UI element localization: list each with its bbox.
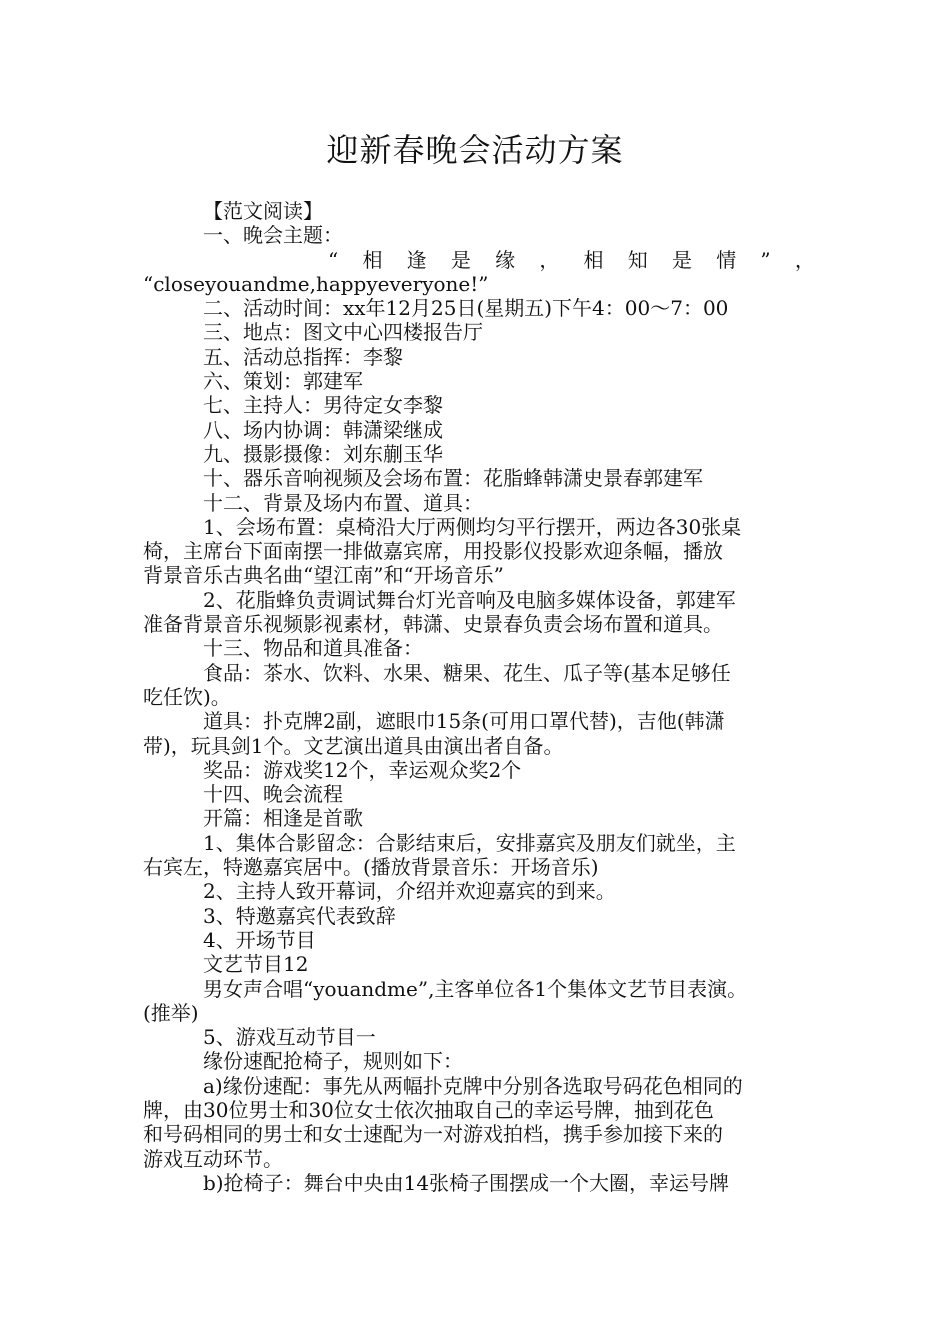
theme-line (143, 248, 823, 272)
theme-char: 知 (627, 247, 648, 272)
theme-char: 相 (362, 247, 383, 272)
text-line: 七、主持人：男待定女李黎 (203, 393, 443, 418)
text-line: 3、特邀嘉宾代表致辞 (203, 903, 396, 928)
theme-char: “ (328, 247, 339, 272)
text-line: 背景音乐古典名曲“望江南”和“开场音乐” (143, 563, 504, 588)
text-line: 右宾左，特邀嘉宾居中。(播放背景音乐：开场音乐) (143, 855, 599, 880)
text-line: 一、晚会主题： (203, 223, 343, 248)
text-line: 九、摄影摄像：刘东蒯玉华 (203, 441, 443, 466)
text-line: “closeyouandme,happyeveryone!” (143, 271, 489, 296)
text-line: 八、场内协调：韩潇梁继成 (203, 417, 443, 442)
theme-char: 情 (716, 247, 737, 272)
text-line: 开篇：相逢是首歌 (203, 806, 363, 831)
theme-char: ， (794, 247, 815, 272)
theme-char: 缘 (495, 247, 516, 272)
document-body (143, 199, 823, 1195)
text-line: 道具：扑克牌2副，遮眼巾15条(可用口罩代替)，吉他(韩潇 (203, 709, 725, 734)
document-title: 迎新春晚会活动方案 (326, 131, 624, 169)
text-line: 十二、背景及场内布置、道具： (203, 490, 483, 515)
text-line: (推举) (143, 1000, 199, 1025)
text-line: 1、会场布置：桌椅沿大厅两侧均匀平行摆开，两边各30张桌 (203, 514, 742, 539)
text-line: b)抢椅子：舞台中央由14张椅子围摆成一个大圈，幸运号牌 (203, 1170, 730, 1195)
text-line: 牌，由30位男士和30位女士依次抽取自己的幸运号牌，抽到花色 (143, 1097, 714, 1122)
text-line: 十三、物品和道具准备： (203, 636, 423, 661)
text-line: 2、主持人致开幕词，介绍并欢迎嘉宾的到来。 (203, 879, 616, 904)
text-line: 游戏互动环节。 (143, 1146, 283, 1171)
text-line: 椅，主席台下面南摆一排做嘉宾席，用投影仪投影欢迎条幅，播放 (143, 539, 723, 564)
text-line: 奖品：游戏奖12个，幸运观众奖2个 (203, 757, 522, 782)
text-line: 4、开场节目 (203, 927, 316, 952)
text-line: 1、集体合影留念：合影结束后，安排嘉宾及朋友们就坐，主 (203, 830, 736, 855)
text-line: 和号码相同的男士和女士速配为一对游戏拍档，携手参加接下来的 (143, 1122, 723, 1147)
text-line: 六、策划：郭建军 (203, 369, 363, 394)
text-line: 吃任饮)。 (143, 684, 231, 709)
text-line: a)缘份速配：事先从两幅扑克牌中分别各选取号码花色相同的 (203, 1073, 743, 1098)
theme-char: ” (760, 247, 771, 272)
text-line: 男女声合唱“youandme”,主客单位各1个集体文艺节目表演。 (203, 976, 748, 1001)
text-line: 十四、晚会流程 (203, 782, 343, 807)
text-line: 三、地点：图文中心四楼报告厅 (203, 320, 483, 345)
text-line: 【范文阅读】 (203, 199, 323, 223)
theme-char: 是 (671, 247, 692, 272)
theme-char: ， (539, 247, 560, 272)
theme-char: 相 (583, 247, 604, 272)
text-line: 食品：茶水、饮料、水果、糖果、花生、瓜子等(基本足够任 (203, 660, 731, 685)
text-line: 5、游戏互动节目一 (203, 1025, 376, 1050)
text-line: 二、活动时间：xx年12月25日(星期五)下午4：00～7：00 (203, 296, 729, 321)
text-line: 2、花脂蜂负责调试舞台灯光音响及电脑多媒体设备，郭建军 (203, 587, 736, 612)
text-line: 准备背景音乐视频影视素材，韩潇、史景春负责会场布置和道具。 (143, 612, 723, 637)
theme-char: 是 (450, 247, 471, 272)
text-line: 带)，玩具剑1个。文艺演出道具由演出者自备。 (143, 733, 564, 758)
text-line: 十、器乐音响视频及会场布置：花脂蜂韩潇史景春郭建军 (203, 466, 703, 491)
theme-char: 逢 (406, 247, 427, 272)
text-line: 缘份速配抢椅子，规则如下： (203, 1049, 463, 1074)
text-line: 文艺节目12 (203, 952, 309, 977)
text-line: 五、活动总指挥：李黎 (203, 344, 403, 369)
